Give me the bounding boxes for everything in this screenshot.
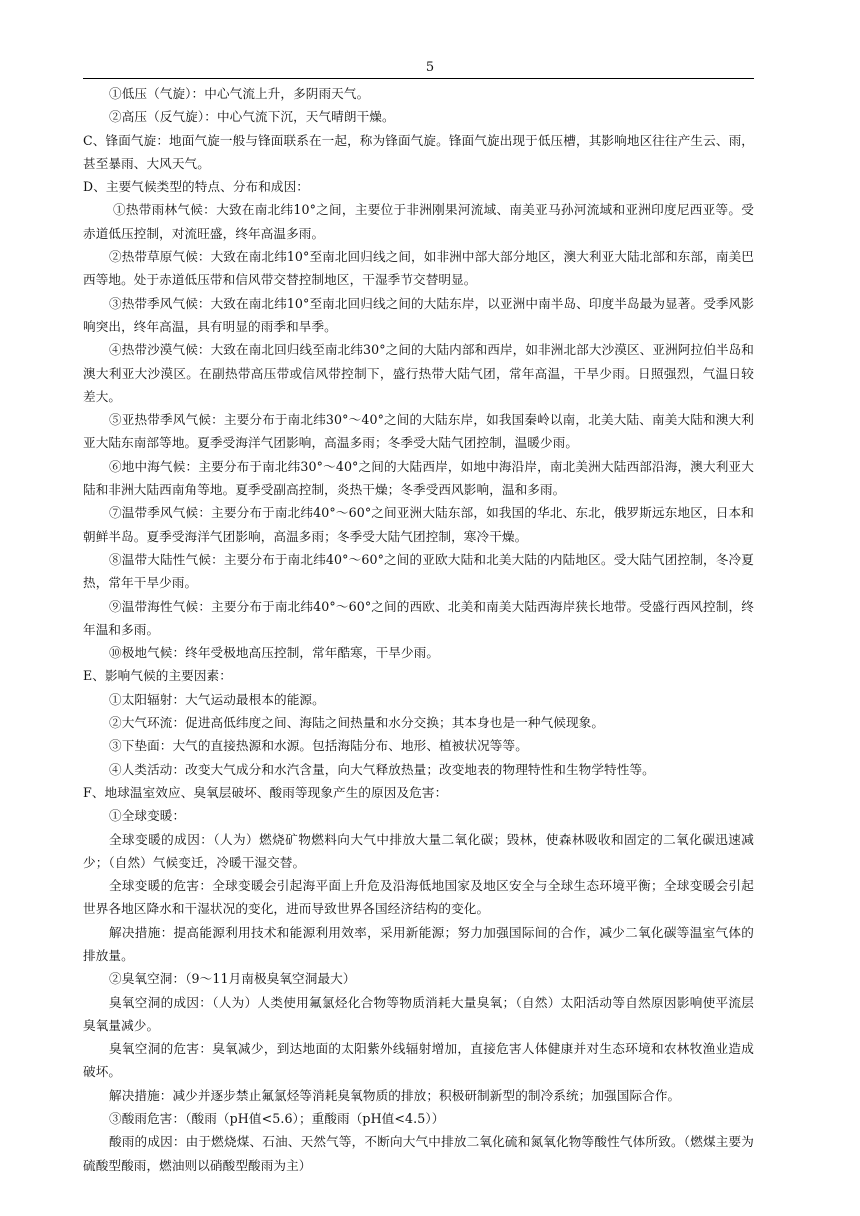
- paragraph-tropical-rainforest: ①热带雨林气候：大致在南北纬10°之间，主要位于非洲刚果河流域、南美亚马孙河流域和亚洲印度尼西亚等。受赤道低压控制，对流旺盛，终年高温多雨。: [83, 202, 754, 241]
- section-heading-climate-factors: E、影响气候的主要因素：: [83, 668, 232, 684]
- paragraph-frontal-cyclone: C、锋面气旋：地面气旋一般与锋面联系在一起，称为锋面气旋。锋面气旋出现于低压槽，其影响地区往往产生云、雨，甚至暴雨、大风天气。: [83, 132, 754, 171]
- paragraph-ozone-harms: 臭氧空洞的危害：臭氧减少，到达地面的太阳紫外线辐射增加，直接危害人体健康并对生态环境和农林牧渔业造成破坏。: [83, 1041, 754, 1080]
- paragraph-tropical-monsoon: ③热带季风气候：大致在南北纬10°至南北回归线之间的大陆东岸，以亚洲中南半岛、印度半岛最为显著。受季风影响突出，终年高温，具有明显的雨季和旱季。: [83, 295, 754, 334]
- paragraph-tropical-savanna: ②热带草原气候：大致在南北纬10°至南北回归线之间，如非洲中部大部分地区，澳大利亚大陆北部和东部，南美巴西等地。处于赤道低压带和信风带交替控制地区，干湿季节交替明显。: [83, 249, 754, 288]
- paragraph-ozone-solutions: 解决措施：减少并逐步禁止氟氯烃等消耗臭氧物质的排放；积极研制新型的制冷系统；加强国际合作。: [109, 1087, 681, 1103]
- subheading-ozone-hole: ②臭氧空洞：（9～11月南极臭氧空洞最大）: [109, 971, 356, 987]
- paragraph-high-pressure: ②高压（反气旋）：中心气流下沉，天气晴朗干燥。: [109, 109, 395, 125]
- paragraph-ozone-causes: 臭氧空洞的成因：（人为）人类使用氟氯烃化合物等物质消耗大量臭氧；（自然）太阳活动等自然原因影响使平流层臭氧量减少。: [83, 994, 754, 1033]
- paragraph-warming-harms: 全球变暖的危害：全球变暖会引起海平面上升危及沿海低地国家及地区安全与全球生态环境平衡；全球变暖会引起世界各地区降水和干湿状况的变化，进而导致世界各国经济结构的变化。: [83, 878, 754, 917]
- paragraph-underlying-surface: ③下垫面：大气的直接热源和水源。包括海陆分布、地形、植被状况等等。: [109, 738, 528, 754]
- paragraph-low-pressure: ①低压（气旋）：中心气流上升，多阴雨天气。: [109, 86, 370, 101]
- paragraph-acid-rain-causes: 酸雨的成因：由于燃烧煤、石油、天然气等，不断向大气中排放二氧化硫和氮氧化物等酸性气体所致。（燃煤主要为硫酸型酸雨，燃油则以硝酸型酸雨为主）: [83, 1134, 754, 1173]
- section-heading-climate-types: D、主要气候类型的特点、分布和成因：: [83, 179, 309, 195]
- paragraph-mediterranean: ⑥地中海气候：主要分布于南北纬30°～40°之间的大陆西岸，如地中海沿岸，南北美洲大陆西部沿海，澳大利亚大陆和非洲大陆西南角等地。夏季受副高控制，炎热干燥；冬季受西风影响，温和多雨。: [83, 458, 754, 498]
- paragraph-solar-radiation: ①太阳辐射：大气运动最根本的能源。: [109, 691, 325, 707]
- header-rule: [83, 78, 754, 79]
- section-heading-environmental-issues: F、地球温室效应、臭氧层破坏、酸雨等现象产生的原因及危害：: [83, 784, 448, 800]
- paragraph-subtropical-monsoon: ⑤亚热带季风气候：主要分布于南北纬30°～40°之间的大陆东岸，如我国秦岭以南，北美大陆、南美大陆和澳大利亚大陆东南部等地。夏季受海洋气团影响，高温多雨；冬季受大陆气团控制，温暖少雨。: [83, 412, 754, 451]
- paragraph-warming-causes: 全球变暖的成因：（人为）燃烧矿物燃料向大气中排放大量二氧化碳；毁林，使森林吸收和固定的二氧化碳迅速减少；（自然）气候变迁，冷暖干湿交替。: [83, 831, 754, 870]
- paragraph-temperate-continental: ⑧温带大陆性气候：主要分布于南北纬40°～60°之间的亚欧大陆和北美大陆的内陆地区。受大陆气团控制，冬冷夏热，常年干旱少雨。: [83, 551, 754, 591]
- paragraph-tropical-desert: ④热带沙漠气候：大致在南北回归线至南北纬30°之间的大陆内部和西岸，如非洲北部大沙漠区、亚洲阿拉伯半岛和澳大利亚大沙漠区。在副热带高压带或信风带控制下，盛行热带大陆气团，常年高温，干旱少雨。日照强烈，气温日较差大。: [83, 342, 754, 404]
- paragraph-polar: ⑩极地气候：终年受极地高压控制，常年酷寒，干旱少雨。: [109, 645, 440, 661]
- page-number: 5: [425, 60, 435, 75]
- paragraph-temperate-maritime: ⑨温带海性气候：主要分布于南北纬40°～60°之间的西欧、北美和南美大陆西海岸狭长地带。受盛行西风控制，终年温和多雨。: [83, 598, 754, 637]
- paragraph-warming-solutions: 解决措施：提高能源利用技术和能源利用效率，采用新能源；努力加强国际间的合作，减少二氧化碳等温室气体的排放量。: [83, 924, 754, 963]
- paragraph-temperate-monsoon: ⑦温带季风气候：主要分布于南北纬40°～60°之间亚洲大陆东部，如我国的华北、东北，俄罗斯远东地区，日本和朝鲜半岛。夏季受海洋气团影响，高温多雨；冬季受大陆气团控制，寒冷干燥。: [83, 505, 754, 544]
- paragraph-human-activity: ④人类活动：改变大气成分和水汽含量，向大气释放热量；改变地表的物理特性和生物学特性等。: [109, 761, 655, 777]
- subheading-global-warming: ①全球变暖：: [109, 808, 186, 824]
- paragraph-atmospheric-circulation: ②大气环流：促进高低纬度之间、海陆之间热量和水分交换；其本身也是一种气候现象。: [109, 715, 605, 731]
- subheading-acid-rain: ③酸雨危害：（酸雨（pH值<5.6）；重酸雨（pH值<4.5））: [109, 1111, 445, 1127]
- document-body: [83, 82, 754, 1177]
